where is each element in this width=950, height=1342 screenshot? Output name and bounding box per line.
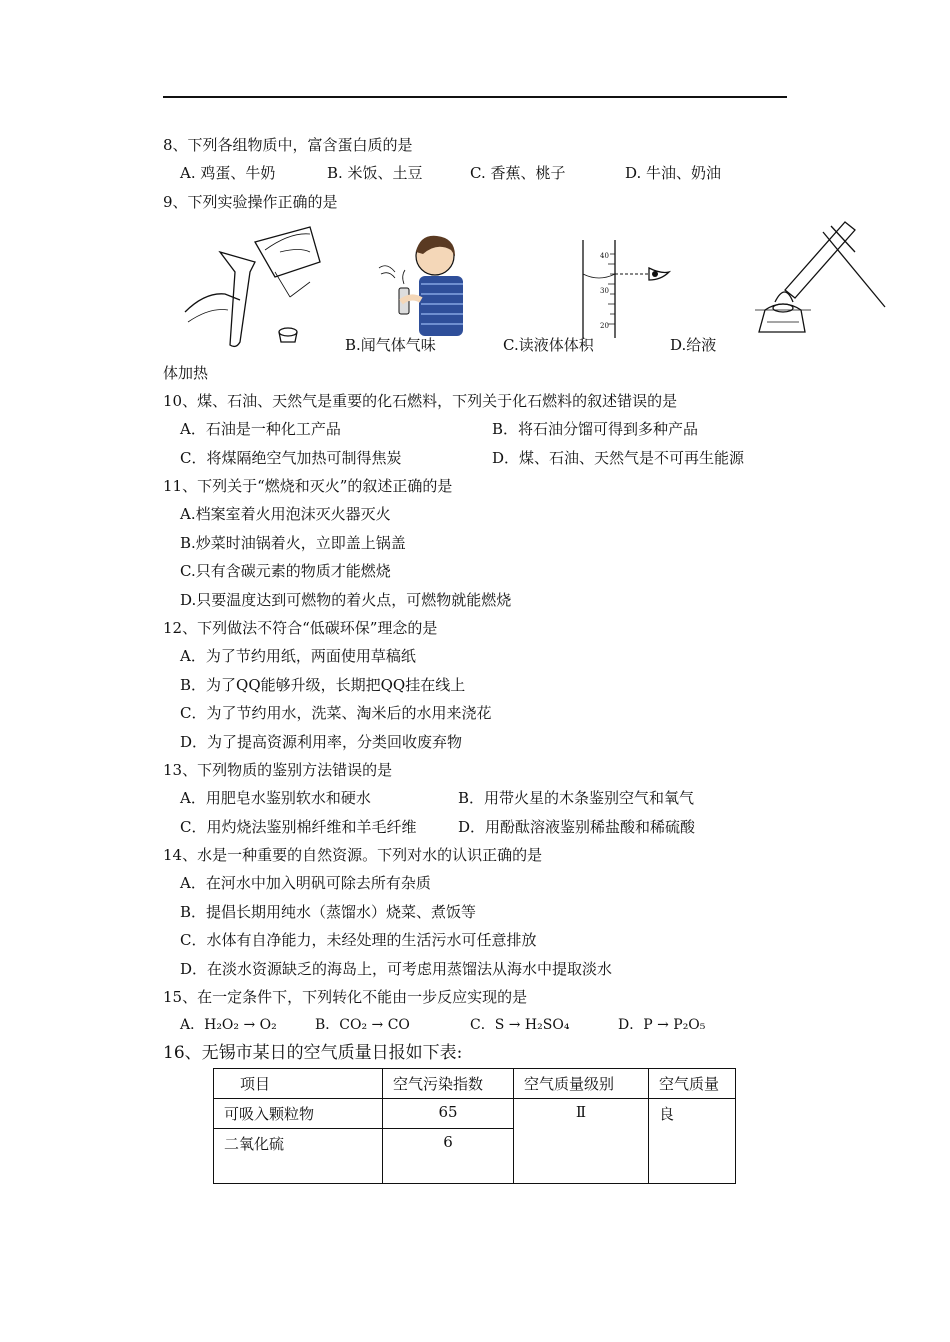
air-quality-table (213, 1068, 736, 1184)
q8-option-a: A. 鸡蛋、牛奶 (180, 164, 276, 182)
tick-20: 20 (600, 322, 609, 330)
q13-option-c: C．用灼烧法鉴别棉纤维和羊毛纤维 (180, 818, 417, 836)
q12-stem: 12、下列做法不符合“低碳环保”理念的是 (163, 619, 438, 637)
q11-option-d: D.只要温度达到可燃物的着火点，可燃物就能燃烧 (180, 591, 512, 609)
graduated-cylinder-illustration (575, 238, 675, 343)
tick-40: 40 (600, 252, 609, 260)
q14-option-a: A．在河水中加入明矾可除去所有杂质 (180, 874, 431, 892)
q8-option-d: D. 牛油、奶油 (625, 164, 722, 182)
q12-option-a: A．为了节约用纸，两面使用草稿纸 (180, 647, 416, 665)
q12-option-d: D．为了提高资源利用率，分类回收废弃物 (180, 733, 463, 751)
smelling-gas-illustration (375, 232, 470, 337)
tick-30: 30 (600, 287, 609, 295)
q10-option-a: A．石油是一种化工产品 (180, 420, 341, 438)
q10-stem: 10、煤、石油、天然气是重要的化石燃料，下列关于化石燃料的叙述错误的是 (163, 392, 678, 410)
q11-option-c: C.只有含碳元素的物质才能燃烧 (180, 562, 391, 580)
q14-option-b: B．提倡长期用纯水（蒸馏水）烧菜、煮饭等 (180, 903, 477, 921)
q9-label-c: C.读液体体积 (503, 336, 594, 354)
q8-stem: 8、下列各组物质中，富含蛋白质的是 (163, 136, 413, 154)
q14-option-d: D．在淡水资源缺乏的海岛上，可考虑用蒸馏法从海水中提取淡水 (180, 960, 613, 978)
q14-option-c: C．水体有自净能力，未经处理的生活污水可任意排放 (180, 931, 537, 949)
row-so2-item: 二氧化硫 (214, 1129, 383, 1184)
q15-option-a: A．H₂O₂ → O₂ (180, 1017, 277, 1033)
q16-stem: 16、无锡市某日的空气质量日报如下表: (163, 1043, 463, 1063)
q15-option-b: B．CO₂ → CO (315, 1017, 410, 1033)
q8-option-b: B. 米饭、土豆 (327, 164, 423, 182)
q14-stem: 14、水是一种重要的自然资源。下列对水的认识正确的是 (163, 846, 543, 864)
q10-option-b: B．将石油分馏可得到多种产品 (492, 420, 699, 438)
q13-stem: 13、下列物质的鉴别方法错误的是 (163, 761, 393, 779)
q9-label-b: B.闻气体气味 (345, 336, 436, 354)
header-rule (163, 96, 787, 98)
row-so2-index: 6 (383, 1129, 514, 1184)
pouring-liquid-illustration (180, 222, 330, 352)
table-row (214, 1099, 736, 1129)
q11-option-b: B.炒菜时油锅着火，立即盖上锅盖 (180, 534, 406, 552)
heating-liquid-illustration (745, 212, 890, 337)
q15-stem: 15、在一定条件下，下列转化不能由一步反应实现的是 (163, 988, 528, 1006)
row-pm-index: 65 (383, 1099, 514, 1129)
q9-label-d: D.给液 (670, 336, 717, 354)
q13-option-d: D．用酚酞溶液鉴别稀盐酸和稀硫酸 (458, 818, 696, 836)
level-cell: Ⅱ (514, 1099, 649, 1184)
q9-stem: 9、下列实验操作正确的是 (163, 193, 338, 211)
header-pollution-index: 空气污染指数 (383, 1069, 514, 1099)
q12-option-b: B．为了QQ能够升级，长期把QQ挂在线上 (180, 676, 466, 694)
q13-option-a: A．用肥皂水鉴别软水和硬水 (180, 789, 371, 807)
header-item: 项目 (214, 1069, 383, 1099)
q12-option-c: C．为了节约用水，洗菜、淘米后的水用来浇花 (180, 704, 492, 722)
q15-option-d: D．P → P₂O₅ (618, 1017, 706, 1033)
q8-option-c: C. 香蕉、桃子 (470, 164, 566, 182)
q10-option-c: C．将煤隔绝空气加热可制得焦炭 (180, 449, 402, 467)
header-quality-level: 空气质量级别 (514, 1069, 649, 1099)
q11-option-a: A.档案室着火用泡沫灭火器灭火 (180, 505, 391, 523)
q15-option-c: C．S → H₂SO₄ (470, 1017, 570, 1033)
row-pm-item: 可吸入颗粒物 (214, 1099, 383, 1129)
header-air-quality: 空气质量 (649, 1069, 736, 1099)
table-header-row (214, 1069, 736, 1099)
q11-stem: 11、下列关于“燃烧和灭火”的叙述正确的是 (163, 477, 453, 495)
q9-label-d-cont: 体加热 (163, 364, 209, 382)
q13-option-b: B．用带火星的木条鉴别空气和氧气 (458, 789, 695, 807)
q10-option-d: D．煤、石油、天然气是不可再生能源 (492, 449, 745, 467)
quality-cell: 良 (649, 1099, 736, 1184)
